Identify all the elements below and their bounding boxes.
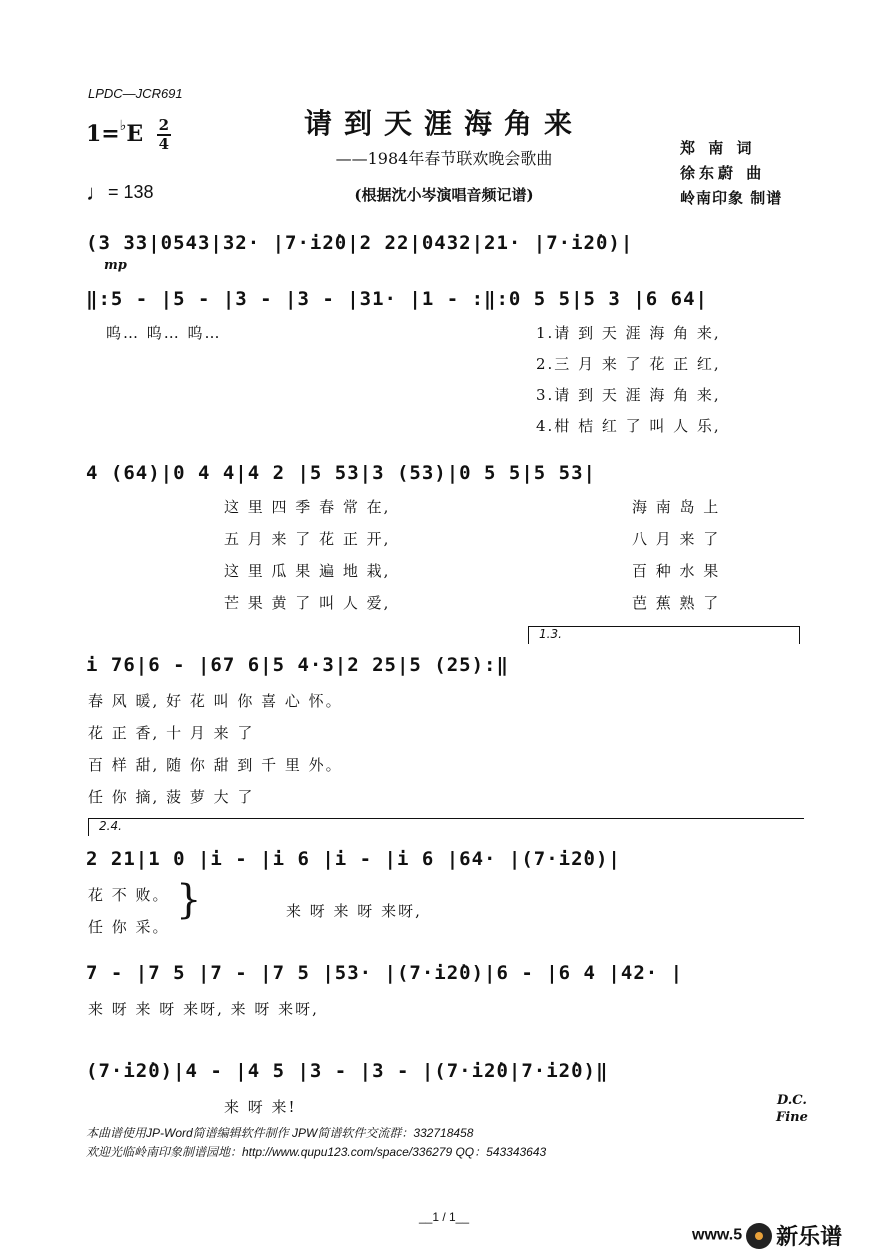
time-bottom: 4 [158, 135, 170, 153]
verse-3-line-2a: 这 里 瓜 果 遍 地 栽, [224, 562, 391, 580]
flat-icon: ♭ [119, 118, 127, 134]
time-top: 2 [158, 116, 170, 134]
verse-2-line-2b: 八 月 来 了 [632, 530, 721, 548]
key-signature [86, 118, 171, 152]
system-5-notes: 2 21|1 0 |i - |i 6 |i - |i 6 |64· |(7·i2̇0)| [86, 848, 621, 870]
logo-text: 新乐谱 [776, 1225, 843, 1250]
system-5-lyric-main: 来 呀 来 呀 来呀, [286, 902, 422, 920]
verse-4-line-2b: 芭 蕉 熟 了 [632, 594, 721, 612]
system-2-intro-lyric: 呜… 呜… 呜… [106, 324, 222, 342]
tempo-value: = 138 [108, 182, 154, 202]
arranger: 岭南印象 制谱 [680, 189, 783, 207]
footer-line-2: 欢迎光临岭南印象制谱园地：http://www.qupu123.com/space/336279 QQ：543343643 [86, 1145, 547, 1159]
composer: 徐东蔚 曲 [680, 164, 766, 182]
site-logo[interactable] [692, 1220, 842, 1251]
system-5-lyric-a: 花 不 败。 [88, 886, 170, 904]
system-2-notes: ‖:5 - |5 - |3 - |3 - |31· |1 - :‖:0 5 5|5 3 |6 64| [86, 288, 708, 310]
system-3-notes: 4 (64)|0 4 4|4 2 |5 53|3 (53)|0 5 5|5 53| [86, 462, 596, 484]
verse-4-line-1: 4.柑 桔 红 了 叫 人 乐, [536, 417, 721, 435]
vinyl-disc-icon [746, 1223, 772, 1249]
system-4-notes: i 76|6 - |67 6|5 4·3|2 25|5 (25):‖ [86, 654, 509, 676]
dynamic-marking: mp [104, 258, 127, 273]
volta-1-3: 1.3. [528, 626, 800, 644]
verse-1-line-1: 1.请 到 天 涯 海 角 来, [536, 324, 721, 342]
site-url: www.5 [692, 1226, 743, 1244]
verse-1-line-2b: 海 南 岛 上 [632, 498, 721, 516]
volta-2-4: 2.4. [88, 818, 804, 836]
page-number: __1 / 1__ [418, 1210, 470, 1224]
system-5-lyric-b: 任 你 采。 [88, 918, 170, 936]
system-1-notes: (3 33|0543|32· |7·i2̇0|2 22|0432|21· |7·i2̇0)| [86, 232, 634, 254]
credits [680, 136, 782, 211]
song-title: 请到天涯海角来 [303, 107, 584, 140]
system-7-lyric: 来 呀 来! [224, 1098, 297, 1116]
brace-icon: } [176, 877, 202, 923]
dc-fine [776, 1092, 808, 1126]
song-subtitle: ——1984年春节联欢晚会歌曲 [335, 149, 553, 168]
verse-3-line-2b: 百 种 水 果 [632, 562, 721, 580]
system-6-notes: 7 - |7 5 |7 - |7 5 |53· |(7·i2̇0)|6 - |6 4 |42· | [86, 962, 684, 984]
verse-3-line-1: 3.请 到 天 涯 海 角 来, [536, 386, 721, 404]
footer-line-1: 本曲谱使用JP-Word简谱编辑软件制作 JPW简谱软件交流群：332718458 [86, 1126, 474, 1140]
system-7-notes: (7·i2̇0)|4 - |4 5 |3 - |3 - |(7·i2̇0|7·i2̇0)‖ [86, 1060, 609, 1082]
verse-4-line-2a: 芒 果 黄 了 叫 人 爱, [224, 594, 391, 612]
fine-label: Fine [776, 1110, 808, 1125]
verse-1-line-3: 春 风 暖, 好 花 叫 你 喜 心 怀。 [88, 692, 343, 710]
tempo-marking [86, 180, 154, 206]
verse-2-line-2a: 五 月 来 了 花 正 开, [224, 530, 391, 548]
dc-label: D.C. [776, 1093, 807, 1108]
time-signature [157, 118, 171, 152]
score-code: LPDC—JCR691 [88, 86, 183, 101]
key-note: E [126, 121, 144, 147]
lyricist: 郑 南 词 [680, 139, 756, 157]
verse-1-line-2a: 这 里 四 季 春 常 在, [224, 498, 391, 516]
system-6-lyric: 来 呀 来 呀 来呀, 来 呀 来呀, [88, 1000, 319, 1018]
verse-4-line-3: 任 你 摘, 菠 萝 大 了 [88, 788, 255, 806]
transcription-source: (根据沈小岑演唱音频记谱) [354, 186, 534, 204]
quarter-note-icon: ♩ [86, 180, 108, 205]
verse-2-line-3: 花 正 香, 十 月 来 了 [88, 724, 255, 742]
verse-2-line-1: 2.三 月 来 了 花 正 红, [536, 355, 721, 373]
verse-3-line-3: 百 样 甜, 随 你 甜 到 千 里 外。 [88, 756, 343, 774]
key-label: 1= [86, 121, 120, 147]
